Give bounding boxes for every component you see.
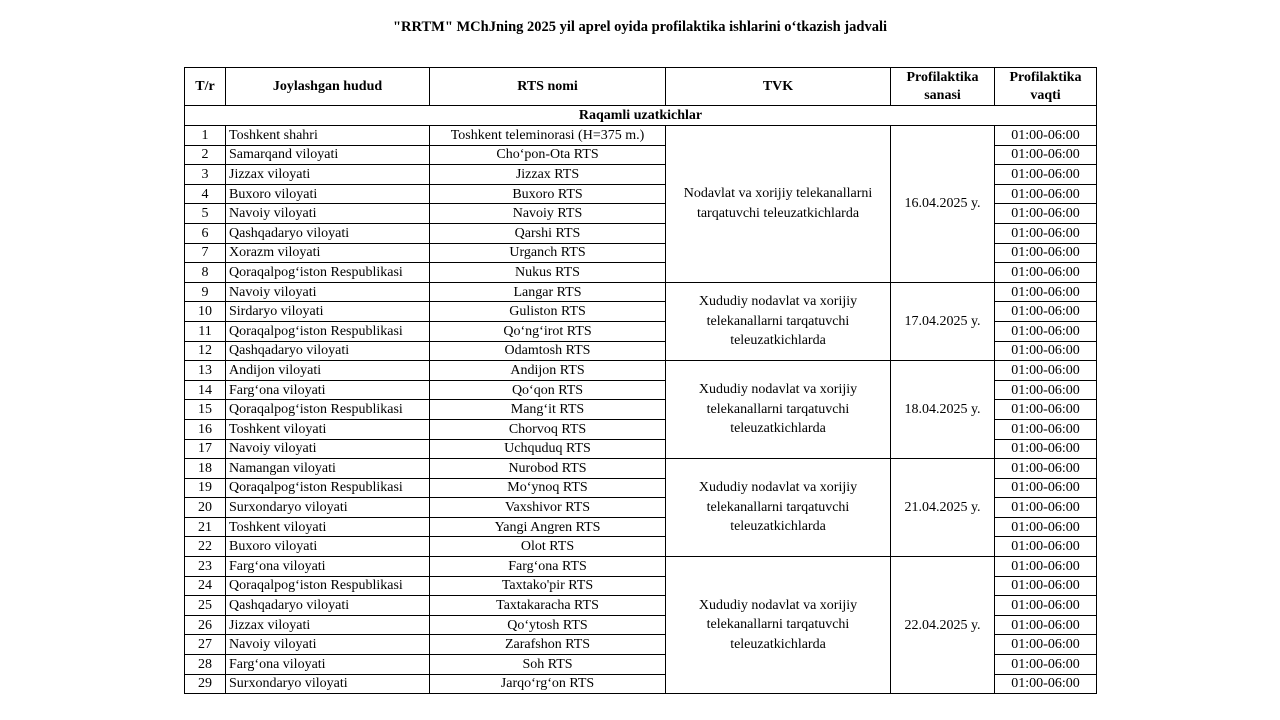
row-number: 17 [185, 439, 226, 459]
row-rts-name: Langar RTS [430, 282, 666, 302]
row-rts-name: Olot RTS [430, 537, 666, 557]
row-time: 01:00-06:00 [995, 145, 1097, 165]
row-number: 29 [185, 674, 226, 694]
row-rts-name: Qarshi RTS [430, 223, 666, 243]
row-number: 23 [185, 557, 226, 577]
row-region: Toshkent viloyati [226, 517, 430, 537]
row-rts-name: Nurobod RTS [430, 459, 666, 479]
group-tvk: Xududiy nodavlat va xorijiy telekanallarni tarqatuvchi teleuzatkichlarda [666, 557, 891, 694]
row-time: 01:00-06:00 [995, 126, 1097, 146]
header-date-line2: sanasi [924, 87, 961, 103]
row-time: 01:00-06:00 [995, 419, 1097, 439]
row-region: Toshkent viloyati [226, 419, 430, 439]
row-time: 01:00-06:00 [995, 557, 1097, 577]
row-time: 01:00-06:00 [995, 282, 1097, 302]
row-rts-name: Cho‘pon-Ota RTS [430, 145, 666, 165]
group-date: 18.04.2025 y. [891, 361, 995, 459]
row-region: Qashqadaryo viloyati [226, 341, 430, 361]
row-region: Navoiy viloyati [226, 439, 430, 459]
row-number: 25 [185, 596, 226, 616]
table-row [185, 126, 1097, 146]
row-rts-name: Qo‘qon RTS [430, 380, 666, 400]
group-date: 21.04.2025 y. [891, 459, 995, 557]
row-number: 5 [185, 204, 226, 224]
row-region: Qoraqalpog‘iston Respublikasi [226, 400, 430, 420]
row-rts-name: Zarafshon RTS [430, 635, 666, 655]
row-number: 19 [185, 478, 226, 498]
row-rts-name: Mo‘ynoq RTS [430, 478, 666, 498]
row-region: Samarqand viloyati [226, 145, 430, 165]
section-row [185, 106, 1097, 126]
row-number: 21 [185, 517, 226, 537]
header-time [995, 68, 1097, 106]
row-time: 01:00-06:00 [995, 498, 1097, 518]
table-row [185, 557, 1097, 577]
row-time: 01:00-06:00 [995, 263, 1097, 283]
row-region: Navoiy viloyati [226, 282, 430, 302]
row-time: 01:00-06:00 [995, 576, 1097, 596]
row-number: 15 [185, 400, 226, 420]
row-rts-name: Taxtakaracha RTS [430, 596, 666, 616]
row-rts-name: Odamtosh RTS [430, 341, 666, 361]
row-rts-name: Urganch RTS [430, 243, 666, 263]
row-region: Qoraqalpog‘iston Respublikasi [226, 321, 430, 341]
row-number: 16 [185, 419, 226, 439]
row-number: 20 [185, 498, 226, 518]
row-number: 8 [185, 263, 226, 283]
row-rts-name: Mang‘it RTS [430, 400, 666, 420]
row-region: Buxoro viloyati [226, 537, 430, 557]
row-region: Surxondaryo viloyati [226, 498, 430, 518]
row-rts-name: Navoiy RTS [430, 204, 666, 224]
row-time: 01:00-06:00 [995, 380, 1097, 400]
row-region: Farg‘ona viloyati [226, 380, 430, 400]
row-region: Namangan viloyati [226, 459, 430, 479]
row-time: 01:00-06:00 [995, 204, 1097, 224]
row-number: 6 [185, 223, 226, 243]
row-region: Surxondaryo viloyati [226, 674, 430, 694]
row-time: 01:00-06:00 [995, 243, 1097, 263]
row-number: 28 [185, 655, 226, 675]
row-region: Qoraqalpog‘iston Respublikasi [226, 576, 430, 596]
row-number: 24 [185, 576, 226, 596]
row-time: 01:00-06:00 [995, 223, 1097, 243]
row-time: 01:00-06:00 [995, 184, 1097, 204]
header-region: Joylashgan hudud [226, 68, 430, 106]
group-tvk: Xududiy nodavlat va xorijiy telekanallarni tarqatuvchi teleuzatkichlarda [666, 361, 891, 459]
row-rts-name: Soh RTS [430, 655, 666, 675]
row-number: 10 [185, 302, 226, 322]
row-time: 01:00-06:00 [995, 478, 1097, 498]
row-number: 9 [185, 282, 226, 302]
row-number: 3 [185, 165, 226, 185]
row-number: 14 [185, 380, 226, 400]
row-region: Toshkent shahri [226, 126, 430, 146]
group-date: 22.04.2025 y. [891, 557, 995, 694]
row-rts-name: Jarqo‘rg‘on RTS [430, 674, 666, 694]
row-rts-name: Vaxshivor RTS [430, 498, 666, 518]
group-tvk: Xududiy nodavlat va xorijiy telekanallarni tarqatuvchi teleuzatkichlarda [666, 282, 891, 360]
row-rts-name: Qo‘ng‘irot RTS [430, 321, 666, 341]
row-time: 01:00-06:00 [995, 655, 1097, 675]
row-time: 01:00-06:00 [995, 615, 1097, 635]
row-rts-name: Taxtako'pir RTS [430, 576, 666, 596]
row-rts-name: Toshkent teleminorasi (H=375 m.) [430, 126, 666, 146]
row-rts-name: Yangi Angren RTS [430, 517, 666, 537]
section-title: Raqamli uzatkichlar [185, 106, 1097, 126]
row-number: 1 [185, 126, 226, 146]
row-region: Buxoro viloyati [226, 184, 430, 204]
row-number: 12 [185, 341, 226, 361]
header-time-line1: Profilaktika [1009, 69, 1082, 85]
row-rts-name: Uchquduq RTS [430, 439, 666, 459]
row-rts-name: Buxoro RTS [430, 184, 666, 204]
row-number: 18 [185, 459, 226, 479]
group-date: 16.04.2025 y. [891, 126, 995, 283]
schedule-table [184, 67, 1097, 694]
group-tvk: Xududiy nodavlat va xorijiy telekanallarni tarqatuvchi teleuzatkichlarda [666, 459, 891, 557]
header-num: T/r [185, 68, 226, 106]
row-rts-name: Andijon RTS [430, 361, 666, 381]
group-tvk: Nodavlat va xorijiy telekanallarni tarqatuvchi teleuzatkichlarda [666, 126, 891, 283]
row-time: 01:00-06:00 [995, 674, 1097, 694]
row-time: 01:00-06:00 [995, 537, 1097, 557]
table-row [185, 361, 1097, 381]
row-time: 01:00-06:00 [995, 302, 1097, 322]
row-rts-name: Farg‘ona RTS [430, 557, 666, 577]
header-time-line2: vaqti [1030, 87, 1061, 103]
row-region: Jizzax viloyati [226, 615, 430, 635]
row-rts-name: Qo‘ytosh RTS [430, 615, 666, 635]
row-number: 26 [185, 615, 226, 635]
row-region: Navoiy viloyati [226, 635, 430, 655]
row-region: Farg‘ona viloyati [226, 655, 430, 675]
row-region: Andijon viloyati [226, 361, 430, 381]
header-date-line1: Profilaktika [906, 69, 979, 85]
row-time: 01:00-06:00 [995, 459, 1097, 479]
row-number: 27 [185, 635, 226, 655]
row-number: 2 [185, 145, 226, 165]
row-time: 01:00-06:00 [995, 635, 1097, 655]
group-date: 17.04.2025 y. [891, 282, 995, 360]
row-rts-name: Chorvoq RTS [430, 419, 666, 439]
row-number: 22 [185, 537, 226, 557]
header-date [891, 68, 995, 106]
row-region: Navoiy viloyati [226, 204, 430, 224]
document-title: "RRTM" MChJning 2025 yil aprel oyida profilaktika ishlarini o‘tkazish jadvali [392, 19, 888, 35]
row-region: Sirdaryo viloyati [226, 302, 430, 322]
table-row [185, 459, 1097, 479]
row-region: Farg‘ona viloyati [226, 557, 430, 577]
row-time: 01:00-06:00 [995, 400, 1097, 420]
row-region: Xorazm viloyati [226, 243, 430, 263]
header-row [185, 68, 1097, 106]
table-row [185, 282, 1097, 302]
row-number: 11 [185, 321, 226, 341]
header-tvk: TVK [666, 68, 891, 106]
row-time: 01:00-06:00 [995, 361, 1097, 381]
row-number: 13 [185, 361, 226, 381]
row-time: 01:00-06:00 [995, 321, 1097, 341]
row-time: 01:00-06:00 [995, 517, 1097, 537]
row-time: 01:00-06:00 [995, 165, 1097, 185]
header-rts: RTS nomi [430, 68, 666, 106]
row-region: Qoraqalpog‘iston Respublikasi [226, 263, 430, 283]
row-rts-name: Guliston RTS [430, 302, 666, 322]
row-region: Qashqadaryo viloyati [226, 223, 430, 243]
row-number: 7 [185, 243, 226, 263]
row-number: 4 [185, 184, 226, 204]
row-rts-name: Jizzax RTS [430, 165, 666, 185]
row-region: Jizzax viloyati [226, 165, 430, 185]
row-time: 01:00-06:00 [995, 341, 1097, 361]
row-time: 01:00-06:00 [995, 596, 1097, 616]
row-region: Qashqadaryo viloyati [226, 596, 430, 616]
row-region: Qoraqalpog‘iston Respublikasi [226, 478, 430, 498]
row-rts-name: Nukus RTS [430, 263, 666, 283]
row-time: 01:00-06:00 [995, 439, 1097, 459]
